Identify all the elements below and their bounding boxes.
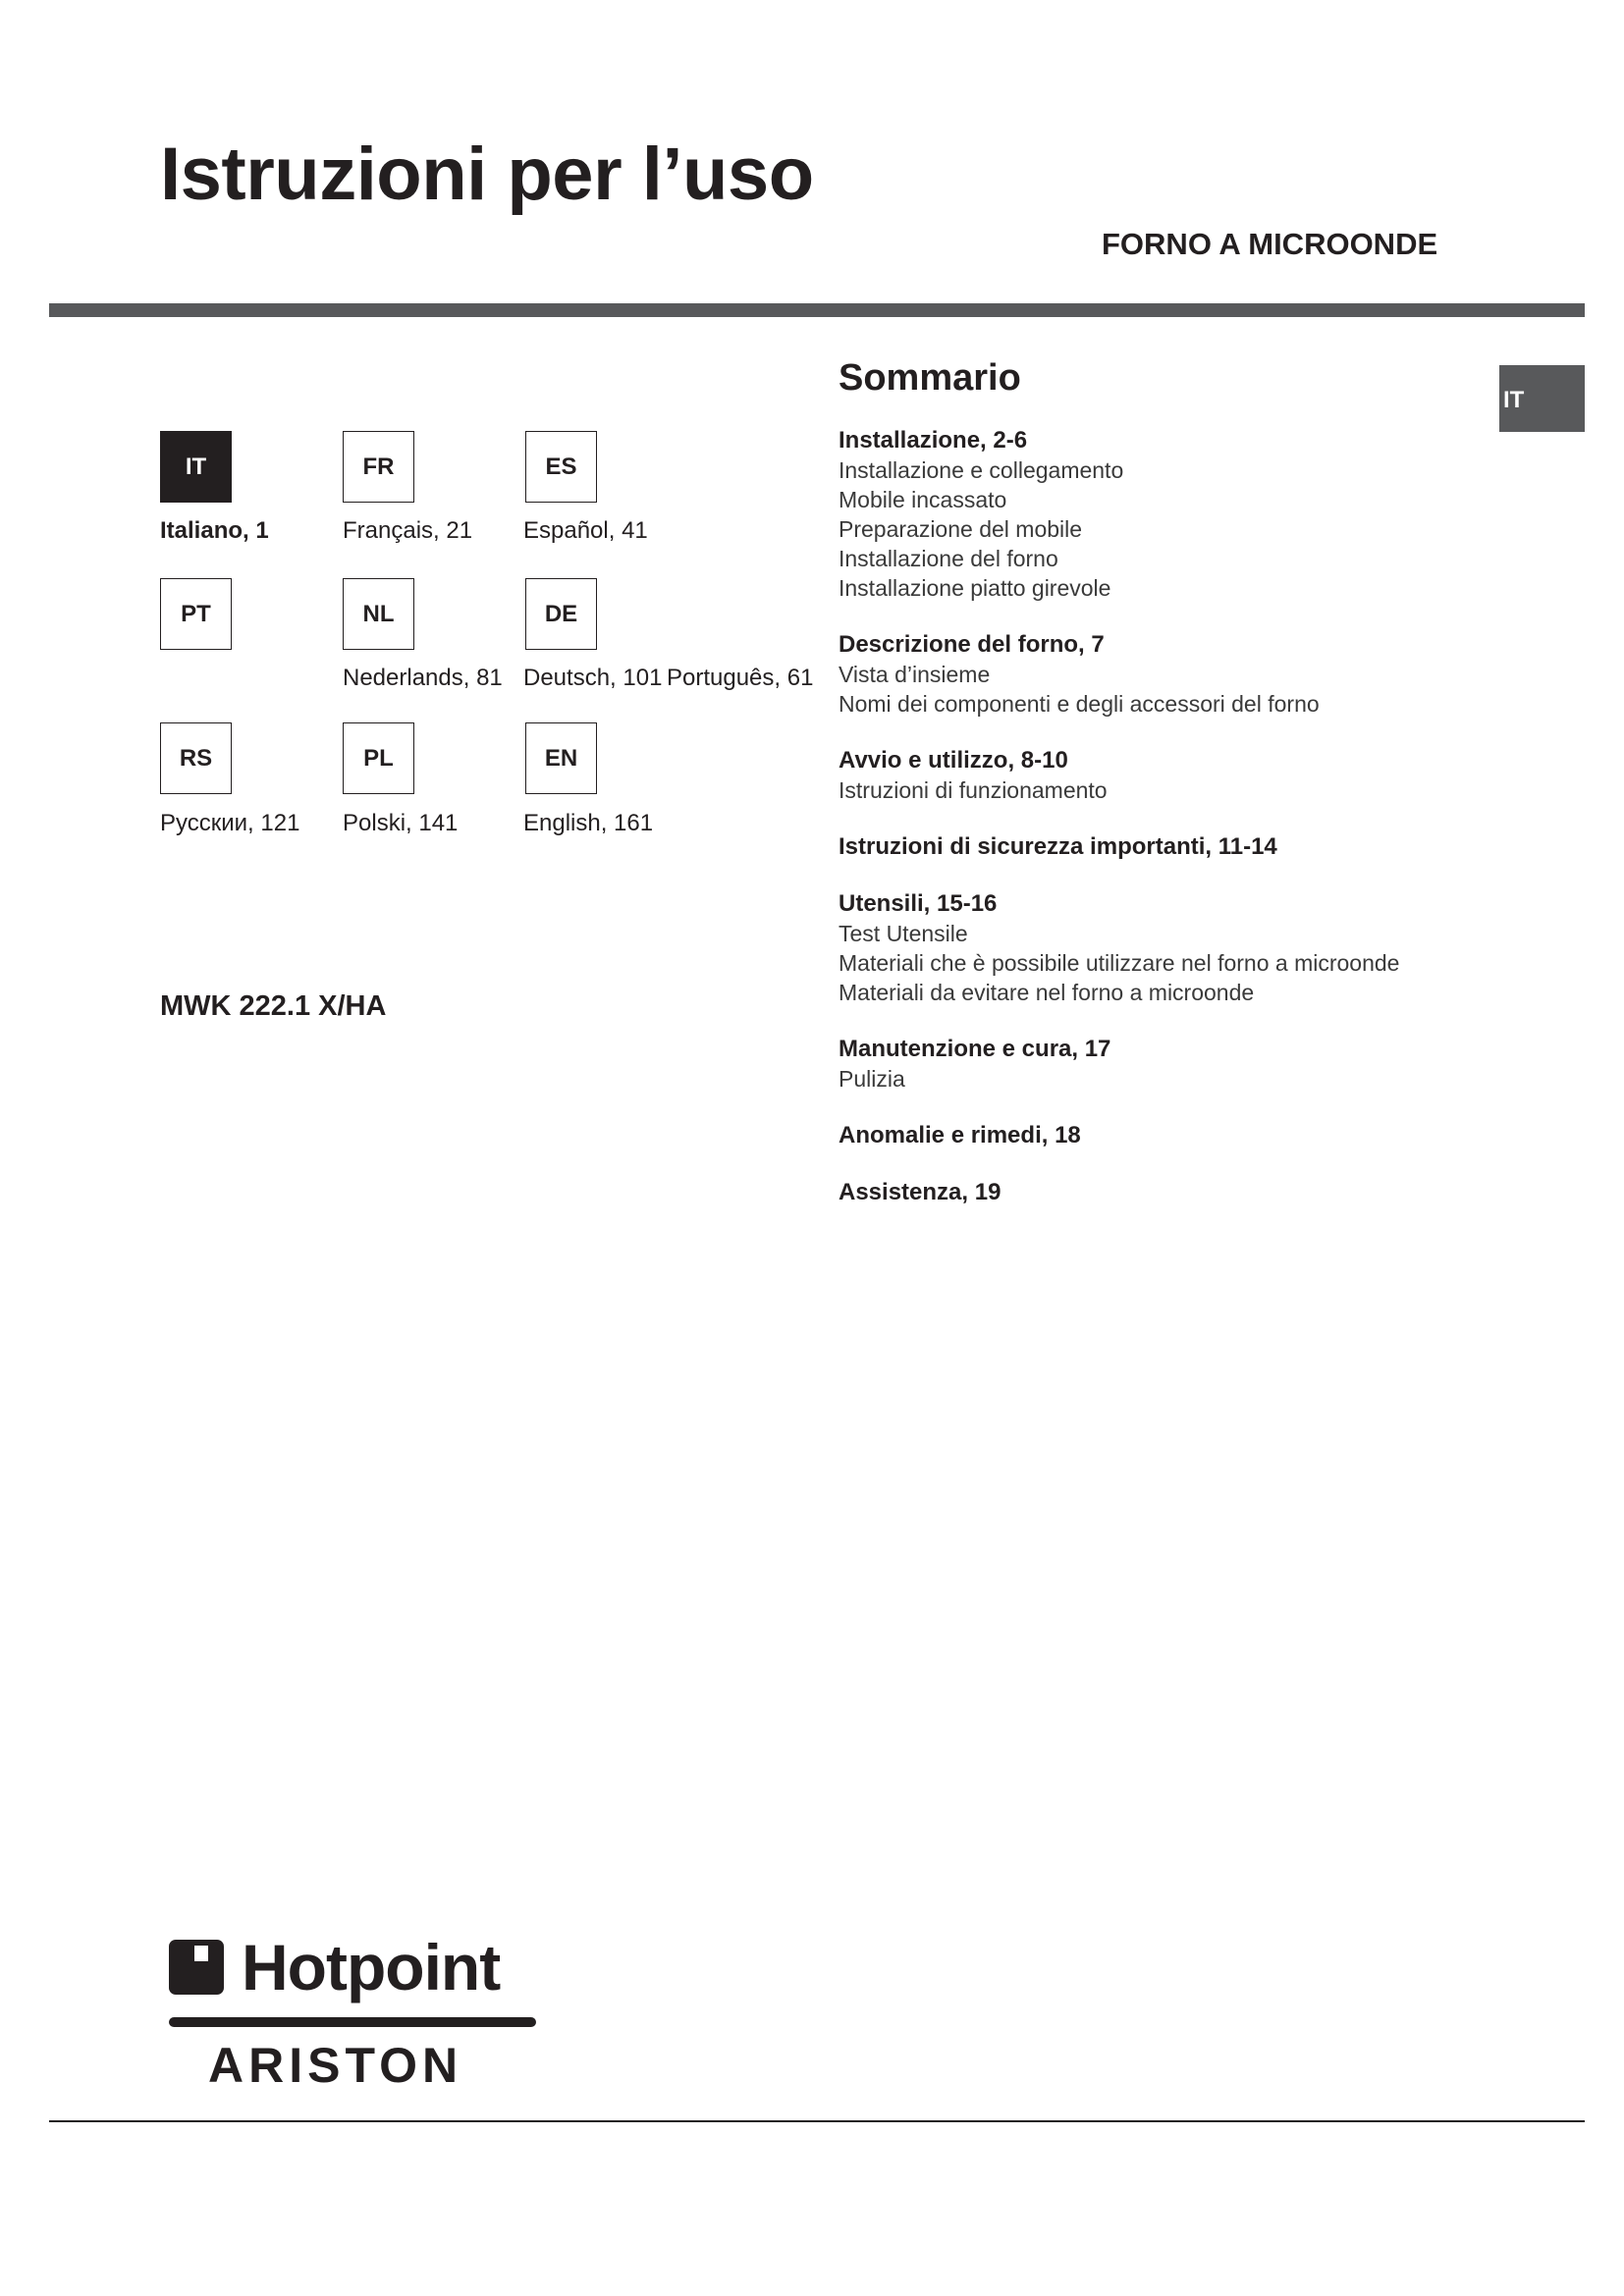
brand-divider [169,2017,536,2027]
toc-item[interactable]: Pulizia [839,1066,905,1092]
toc-heading[interactable]: Descrizione del forno, 7 [839,631,1105,658]
toc-heading[interactable]: Assistenza, 19 [839,1179,1001,1205]
toc-item[interactable]: Test Utensile [839,921,968,946]
lang-box-pt[interactable]: PT [160,578,232,650]
brand-name: Hotpoint [242,1931,501,2003]
brand-subname: ARISTON [208,2038,463,2093]
toc-heading[interactable]: Installazione, 2-6 [839,427,1028,454]
lang-box-de[interactable]: DE [525,578,597,650]
toc-item[interactable]: Nomi dei componenti e degli accessori del forno [839,691,1320,717]
lang-label-es[interactable]: Español, 41 [523,517,648,544]
lang-label-nl[interactable]: Nederlands, 81 [343,665,503,691]
toc-heading[interactable]: Avvio e utilizzo, 8-10 [839,747,1068,774]
toc-section-avvio [839,746,1526,805]
lang-label-pl[interactable]: Polski, 141 [343,810,459,836]
toc-heading[interactable]: Manutenzione e cura, 17 [839,1036,1111,1062]
header-divider [49,303,1585,317]
toc-item[interactable]: Vista d’insieme [839,662,991,687]
product-type: FORNO A MICROONDE [1102,227,1438,261]
summary-title: Sommario [839,357,1021,399]
brand-logo [169,1929,540,2093]
toc-section-anomalie [839,1121,1526,1150]
table-of-contents [839,426,1526,1235]
toc-section-descrizione [839,630,1526,719]
toc-heading[interactable]: Anomalie e rimedi, 18 [839,1122,1081,1148]
toc-section-sicurezza [839,832,1526,862]
toc-item[interactable]: Mobile incassato [839,487,1007,512]
toc-item[interactable]: Istruzioni di funzionamento [839,777,1108,803]
footer-divider [49,2120,1585,2122]
toc-item[interactable]: Installazione piatto girevole [839,575,1111,601]
lang-label-it[interactable]: Italiano, 1 [160,517,269,544]
toc-item[interactable]: Materiali da evitare nel forno a microonde [839,980,1255,1005]
lang-box-es[interactable]: ES [525,431,597,503]
model-number: MWK 222.1 X/HA [160,990,387,1022]
lang-label-pt[interactable]: Português, 61 [667,665,814,691]
toc-item[interactable]: Materiali che è possibile utilizzare nel forno a microonde [839,950,1400,976]
language-side-tab: IT [1499,365,1585,432]
toc-item[interactable]: Preparazione del mobile [839,516,1083,542]
lang-label-rs[interactable]: Русскии, 121 [160,810,300,836]
lang-box-fr[interactable]: FR [343,431,414,503]
lang-label-fr[interactable]: Français, 21 [343,517,473,544]
toc-heading[interactable]: Istruzioni di sicurezza importanti, 11-14 [839,833,1277,860]
lang-label-de[interactable]: Deutsch, 101 [523,665,663,691]
lang-box-it[interactable]: IT [160,431,232,503]
toc-section-assistenza [839,1178,1526,1207]
toc-heading[interactable]: Utensili, 15-16 [839,890,998,917]
toc-item[interactable]: Installazione del forno [839,546,1058,571]
brand-logo-top [169,1929,540,2005]
toc-section-utensili [839,889,1526,1007]
lang-box-pl[interactable]: PL [343,722,414,794]
page-title: Istruzioni per l’uso [160,133,814,216]
toc-section-manutenzione [839,1035,1526,1094]
lang-box-nl[interactable]: NL [343,578,414,650]
lang-label-en[interactable]: English, 161 [523,810,654,836]
lang-box-en[interactable]: EN [525,722,597,794]
brand-mark-icon [169,1940,224,1995]
toc-item[interactable]: Installazione e collegamento [839,457,1124,483]
toc-section-installazione [839,426,1526,603]
lang-box-rs[interactable]: RS [160,722,232,794]
